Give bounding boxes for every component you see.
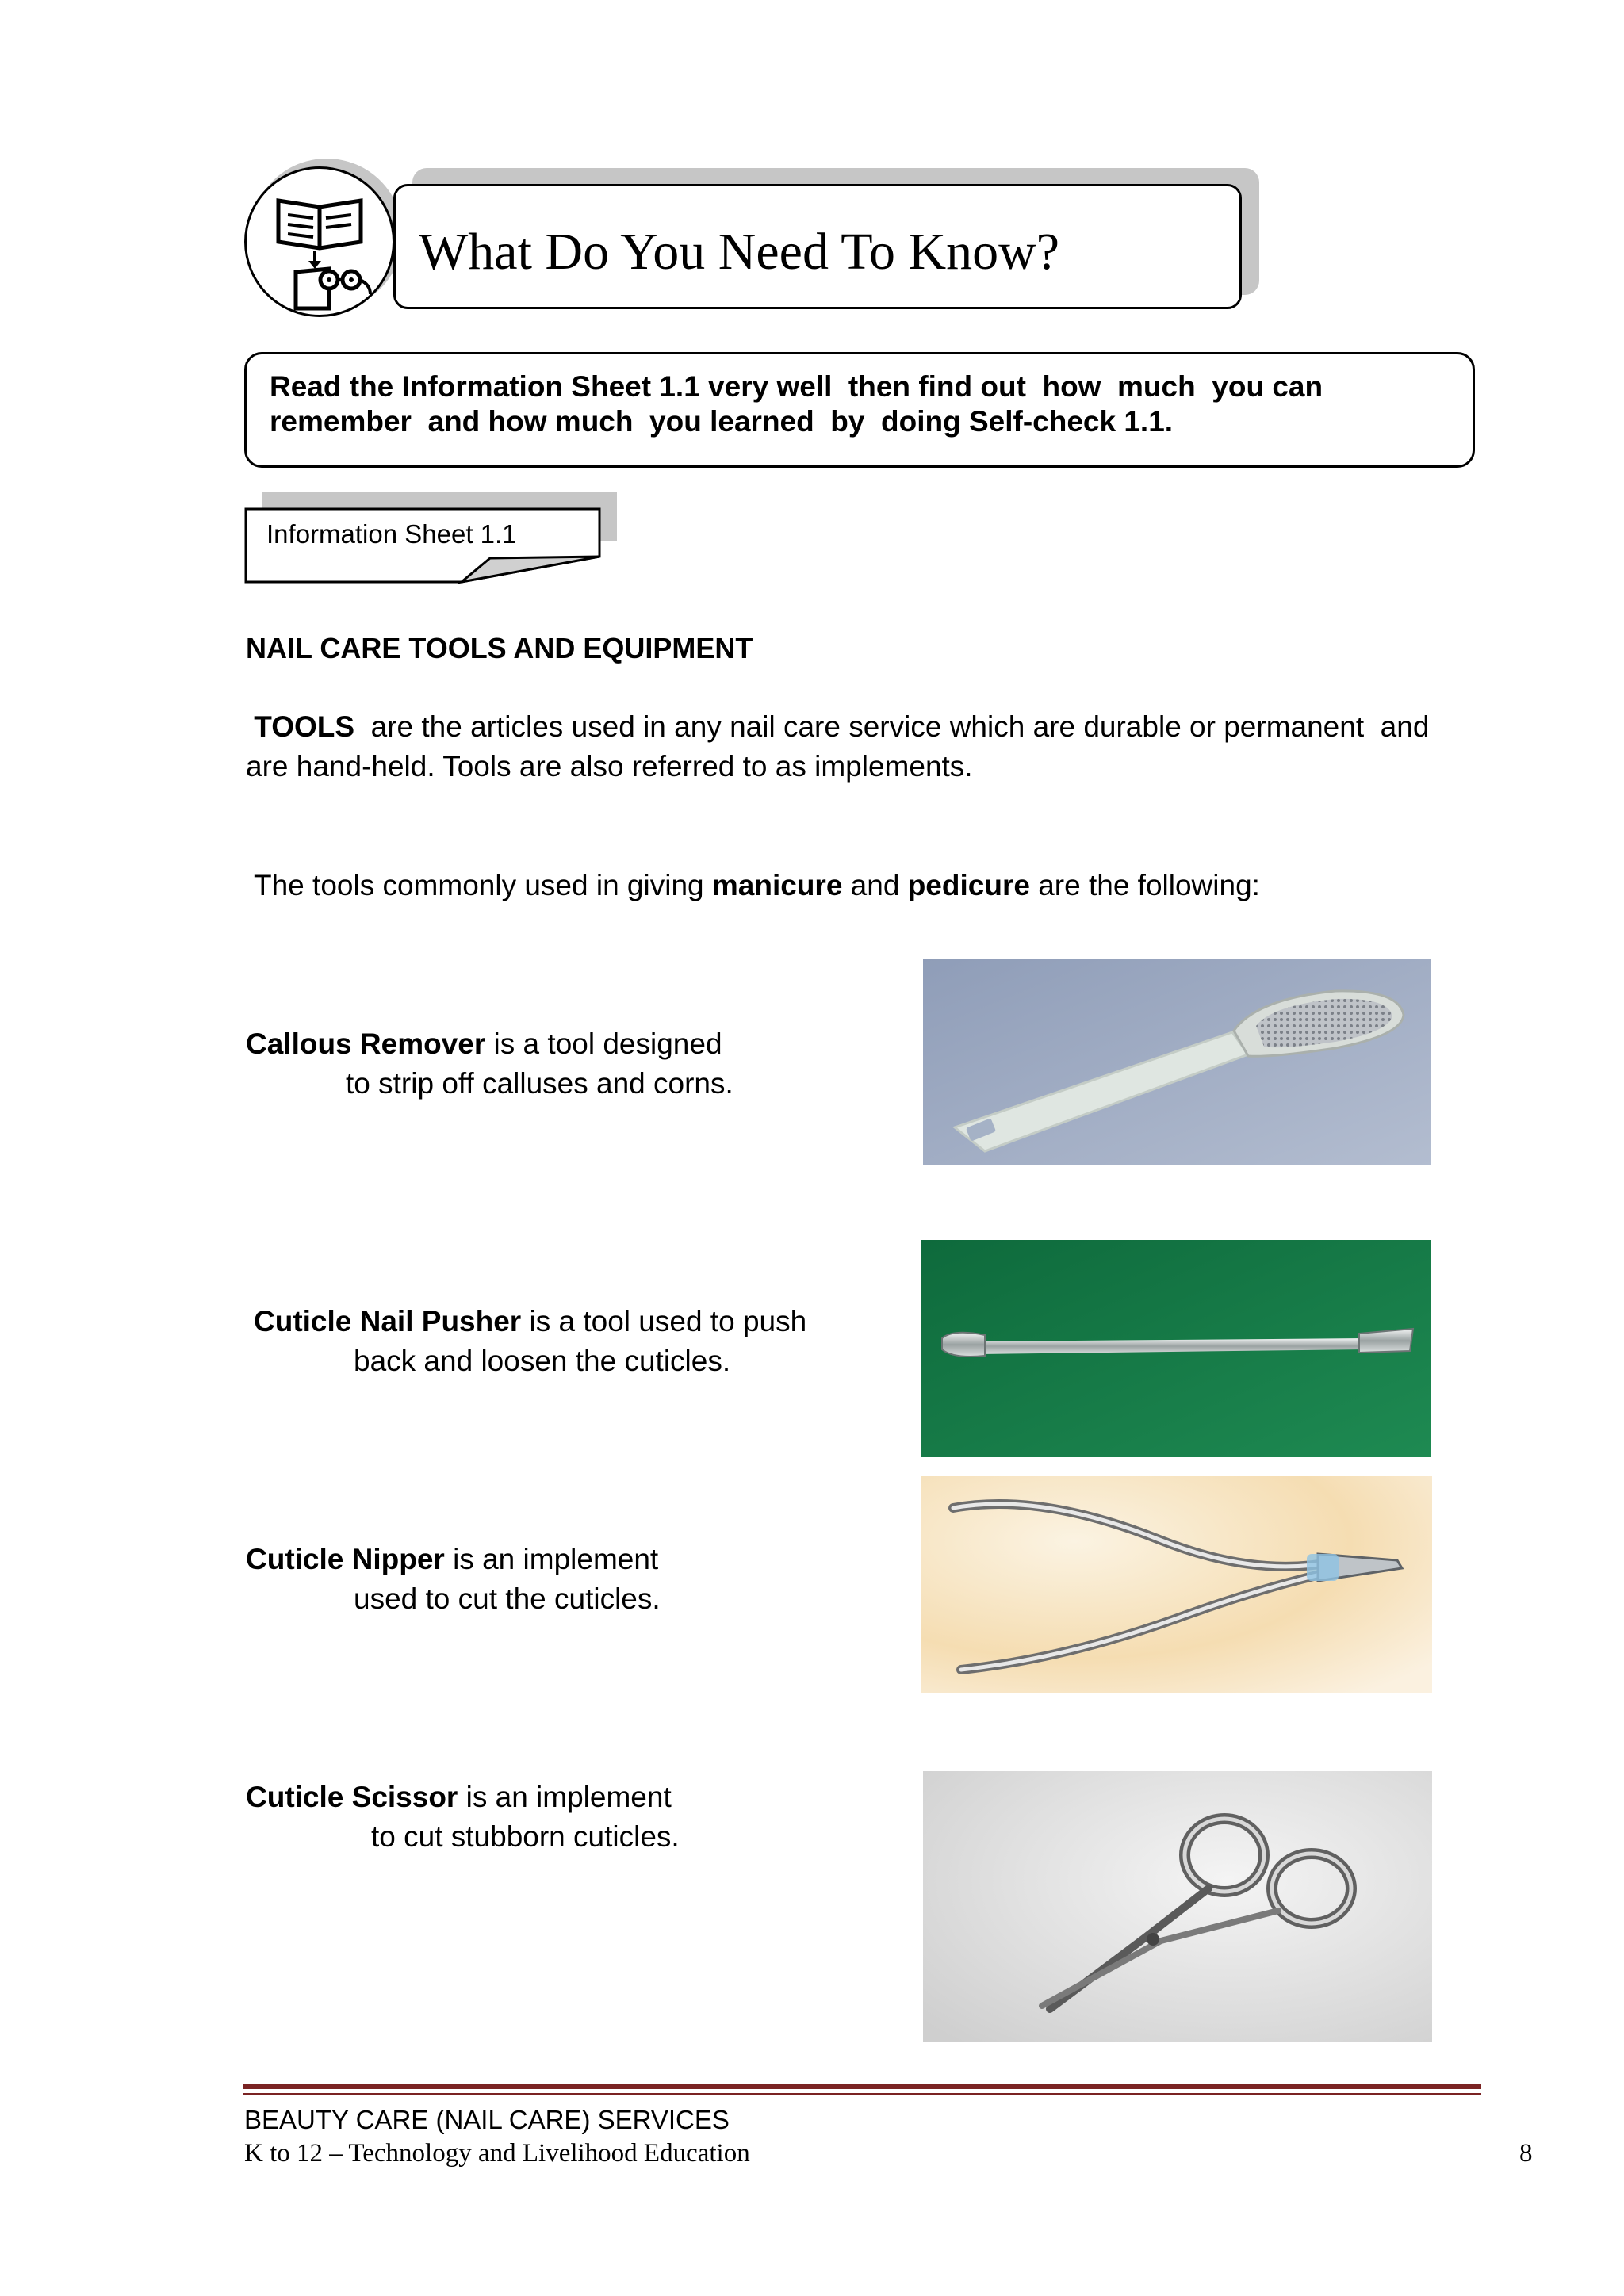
tool-description [246, 1777, 680, 1857]
tool-text: is a tool designed [485, 1027, 722, 1060]
instruction-line-2: remember and how much you learned by doing Self-check 1.1. [270, 405, 1174, 438]
page-number: 8 [1519, 2139, 1533, 2168]
tool-name: Cuticle Nail Pusher [254, 1305, 522, 1337]
tool-text: is an implement [458, 1781, 672, 1813]
intro-text: and [842, 869, 908, 901]
tools-intro [254, 866, 1260, 905]
cuticle-scissor-photo [923, 1771, 1432, 2042]
footer-rule [243, 2084, 1481, 2089]
instruction-text [270, 369, 1459, 439]
tool-name: Cuticle Nipper [246, 1543, 445, 1575]
page-title: What Do You Need To Know? [419, 223, 1060, 281]
footer-title: BEAUTY CARE (NAIL CARE) SERVICES [244, 2105, 730, 2134]
info-sheet-label: Information Sheet 1.1 [266, 519, 517, 549]
tool-text: is an implement [444, 1543, 659, 1575]
intro-text: The tools commonly used in giving [254, 869, 712, 901]
pedicure-term: pedicure [907, 869, 1030, 901]
tools-term: TOOLS [254, 710, 355, 743]
tool-description [246, 1024, 733, 1104]
tool-text: back and loosen the cuticles. [354, 1345, 731, 1377]
section-title: NAIL CARE TOOLS AND EQUIPMENT [246, 632, 753, 664]
tool-description [246, 1540, 661, 1619]
tool-description [254, 1302, 806, 1381]
cuticle-nipper-photo [921, 1476, 1432, 1693]
footer-subtitle: K to 12 – Technology and Livelihood Education [244, 2139, 750, 2168]
instruction-line-1: Read the Information Sheet 1.1 very well then find out how much you can [270, 370, 1323, 403]
footer-rule [243, 2093, 1481, 2095]
manicure-term: manicure [711, 869, 843, 901]
tool-name: Callous Remover [246, 1027, 486, 1060]
book-reader-icon [247, 169, 393, 315]
cuticle-pusher-photo [921, 1240, 1431, 1457]
tool-text: used to cut the cuticles. [354, 1582, 661, 1615]
tool-text: to strip off calluses and corns. [346, 1067, 733, 1100]
tools-definition-line-2: are hand-held. Tools are also referred to as implements. [246, 750, 973, 783]
intro-text: are the following: [1029, 869, 1260, 901]
tool-text: is a tool used to push [521, 1305, 807, 1337]
callous-remover-photo [923, 959, 1431, 1165]
tool-name: Cuticle Scissor [246, 1781, 458, 1813]
tools-definition-line-1: are the articles used in any nail care service which are durable or permanent and [354, 710, 1430, 743]
header-icon-circle [244, 166, 395, 317]
tool-text: to cut stubborn cuticles. [371, 1820, 680, 1853]
tools-definition [246, 707, 1483, 786]
